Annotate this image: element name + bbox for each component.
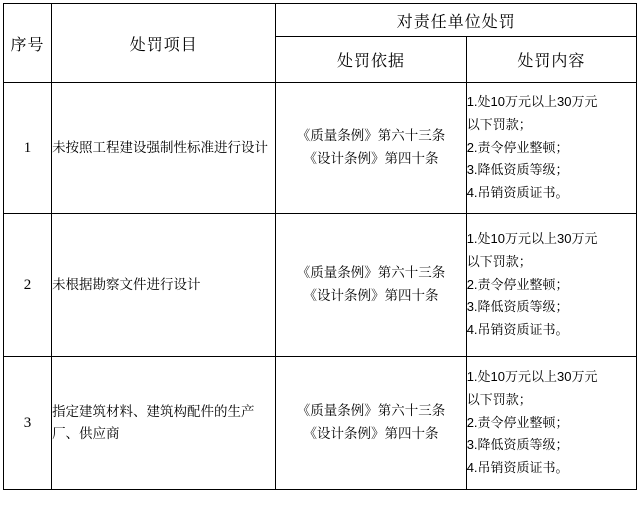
- header-item: 处罚项目: [52, 4, 276, 83]
- basis-line: 《质量条例》第六十三条: [296, 265, 446, 281]
- row-item: 未按照工程建设强制性标准进行设计: [52, 83, 276, 214]
- header-content: 处罚内容: [466, 37, 636, 83]
- content-line: 1.处10万元以上30万元: [466, 231, 598, 247]
- row-content: [466, 357, 636, 490]
- content-line: 3.降低资质等级；: [466, 299, 569, 315]
- content-line: 以下罚款；: [466, 253, 532, 269]
- document-page: [0, 3, 640, 528]
- row-index: 2: [4, 214, 52, 357]
- content-line: 4.吊销资质证书。: [466, 460, 569, 476]
- table-row: [4, 357, 637, 490]
- content-line: 4.吊销资质证书。: [466, 322, 569, 338]
- header-row-top: [4, 4, 637, 37]
- table-row: [4, 214, 637, 357]
- content-line: 2.责令停业整顿；: [466, 139, 569, 155]
- content-line: 以下罚款；: [466, 116, 532, 132]
- basis-line: 《质量条例》第六十三条: [296, 128, 446, 144]
- content-line: 3.降低资质等级；: [466, 162, 569, 178]
- header-index: 序号: [4, 4, 52, 83]
- content-line: 1.处10万元以上30万元: [466, 94, 598, 110]
- basis-line: 《设计条例》第四十条: [303, 151, 439, 166]
- content-line: 1.处10万元以上30万元: [466, 369, 598, 385]
- content-line: 2.责令停业整顿；: [466, 276, 569, 292]
- row-basis: [276, 83, 466, 214]
- basis-line: 《质量条例》第六十三条: [296, 403, 446, 419]
- header-group: 对责任单位处罚: [276, 4, 637, 37]
- row-index: 1: [4, 83, 52, 214]
- table-row: [4, 83, 637, 214]
- header-basis: 处罚依据: [276, 37, 466, 83]
- content-line: 以下罚款；: [466, 391, 532, 407]
- content-line: 4.吊销资质证书。: [466, 185, 569, 201]
- content-line: 3.降低资质等级；: [466, 437, 569, 453]
- table-body: [4, 83, 637, 490]
- row-content: [466, 83, 636, 214]
- table-header: [4, 4, 637, 83]
- row-basis: [276, 357, 466, 490]
- row-content: [466, 214, 636, 357]
- basis-line: 《设计条例》第四十条: [303, 426, 439, 441]
- row-basis: [276, 214, 466, 357]
- row-item: 指定建筑材料、建筑构配件的生产厂、供应商: [52, 357, 276, 490]
- basis-line: 《设计条例》第四十条: [303, 288, 439, 303]
- row-item: 未根据勘察文件进行设计: [52, 214, 276, 357]
- row-index: 3: [4, 357, 52, 490]
- content-line: 2.责令停业整顿；: [466, 414, 569, 430]
- penalty-table: [3, 3, 637, 490]
